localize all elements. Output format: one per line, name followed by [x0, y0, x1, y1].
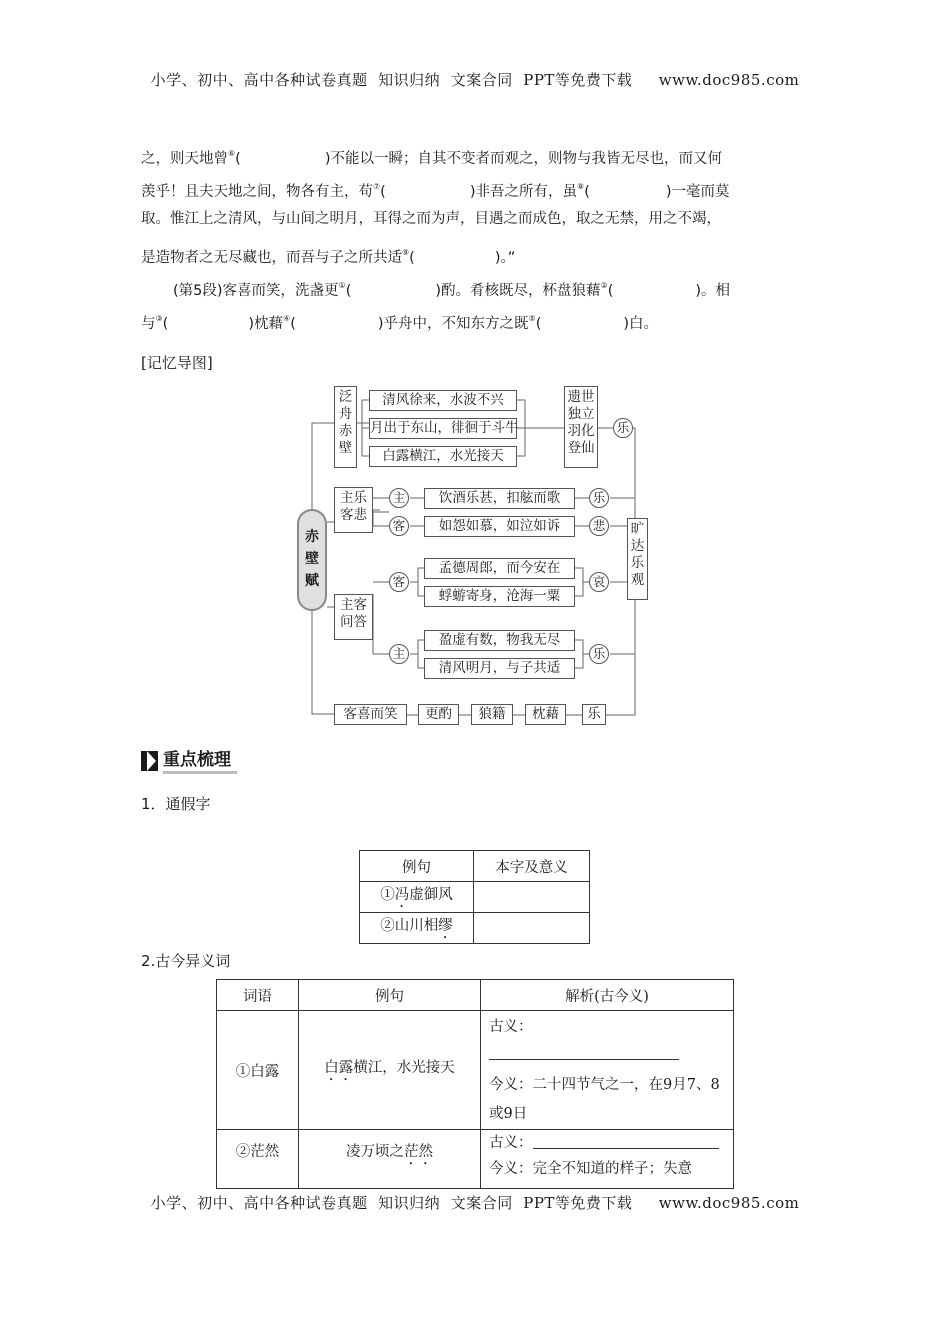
- passage-line-2: [141, 170, 809, 203]
- emphasized-char: 露: [338, 1060, 354, 1076]
- table-header-row: [217, 980, 734, 1011]
- center-node: [297, 509, 327, 611]
- text: 凌万顷之: [346, 1144, 404, 1160]
- answer-cell[interactable]: [474, 913, 590, 944]
- page-footer: 小学、初中、高中各种试卷真题 知识归纳 文案合同 PPT等免费下载 www.doc985.com: [150, 1194, 800, 1212]
- emphasized-char: 茫: [404, 1144, 419, 1160]
- column-header: 例句: [299, 980, 481, 1011]
- node-ke-2: 客: [389, 572, 409, 592]
- passage-line-6: [141, 302, 809, 335]
- text: ②山川相: [380, 918, 439, 934]
- node-le-3: 乐: [589, 644, 609, 664]
- ancient-meaning-label: 古义：: [489, 1019, 533, 1035]
- modern-meaning: 今义：二十四节气之一，在9月7、8或9日: [489, 1077, 720, 1122]
- node-yishi: [564, 386, 598, 468]
- answer-line[interactable]: [533, 1134, 719, 1149]
- chain-3: 狼籍: [471, 704, 513, 725]
- column-header: 解析(古今义): [481, 980, 734, 1011]
- passage-line-4: [141, 236, 809, 269]
- modern-meaning: 今义：完全不知道的样子；失意: [489, 1161, 692, 1177]
- center-text: 赤壁赋: [305, 529, 319, 589]
- text: )一毫而莫: [665, 184, 730, 200]
- text: (: [380, 184, 386, 200]
- page-header: 小学、初中、高中各种试卷真题 知识归纳 文案合同 PPT等免费下载 www.doc985.com: [150, 71, 800, 89]
- text: )。相: [695, 283, 731, 299]
- footnote-mark: ⑦: [373, 182, 381, 191]
- answer-cell[interactable]: [474, 882, 590, 913]
- section-marker-arrow-icon: [147, 751, 156, 771]
- node-text: 遗世独立羽化登仙: [567, 389, 595, 456]
- footnote-mark: ⑧: [577, 182, 585, 191]
- node-text: 泛舟赤壁: [338, 389, 353, 456]
- subsection-1-label: 1．通假字: [141, 795, 211, 813]
- footnote-mark: ⑨: [402, 248, 410, 257]
- ancient-meaning-label: 古义：: [489, 1135, 533, 1151]
- node-fz-3: 白露横江，水光接天: [369, 446, 517, 467]
- text: 与: [141, 316, 156, 332]
- node-zhu-1: 主: [389, 488, 409, 508]
- text: (: [162, 316, 169, 332]
- table-row: [217, 1130, 734, 1189]
- footnote-mark: ③: [155, 314, 163, 323]
- node-fz-2: 月出于东山，徘徊于斗牛: [369, 418, 517, 439]
- example-cell: [360, 882, 474, 913]
- node-zhu-2: 主: [389, 644, 409, 664]
- section-title: 重点梳理: [163, 749, 237, 774]
- chain-5: 乐: [582, 704, 606, 725]
- footnote-mark: ⑤: [528, 314, 536, 323]
- text: )白。: [623, 316, 659, 332]
- text: )酌。肴核既尽，杯盘狼藉: [435, 283, 601, 299]
- footnote-mark: ④: [283, 314, 291, 323]
- node-wd-ke-1: 孟德周郎，而今安在: [424, 558, 575, 579]
- node-le-1: 乐: [613, 418, 633, 438]
- text: ①: [380, 887, 395, 903]
- gujin-yiyi-table: [216, 979, 734, 1189]
- node-wenda: [334, 594, 373, 640]
- text: 横江，水光接天: [353, 1060, 455, 1076]
- node-text: 旷达乐观: [630, 521, 645, 588]
- column-header: 词语: [217, 980, 299, 1011]
- table-row: [360, 882, 590, 913]
- example-cell: [299, 1130, 481, 1189]
- text: 羡乎！且夫天地之间，物各有主，苟: [141, 184, 373, 200]
- emphasized-char: 白: [324, 1060, 339, 1076]
- node-le-2: 乐: [589, 488, 609, 508]
- text: (: [607, 283, 614, 299]
- node-fz-1: 清风徐来，水波不兴: [369, 390, 517, 411]
- example-cell: [360, 913, 474, 944]
- node-kuangda: [627, 518, 648, 600]
- node-text: 主乐客悲: [340, 490, 367, 523]
- emphasized-char: 冯: [394, 887, 410, 903]
- word-cell: ①白露: [217, 1011, 299, 1130]
- passage-line-5: [141, 269, 809, 302]
- tongjiazi-table: [359, 850, 590, 944]
- text: )枕藉: [248, 316, 284, 332]
- table-header-row: [360, 851, 590, 882]
- footnote-mark: ②: [600, 281, 608, 290]
- chain-4: 枕藉: [525, 704, 566, 725]
- emphasized-char: 缪: [438, 918, 453, 934]
- node-bei: 悲: [589, 516, 609, 536]
- node-wd-ke-2: 蜉蝣寄身，沧海一粟: [424, 586, 575, 607]
- gloss-cell: [481, 1130, 734, 1189]
- text: (第5段)客喜而笑，洗盏更: [173, 283, 339, 299]
- node-fanzhou: [334, 386, 357, 468]
- chain-2: 更酌: [418, 704, 459, 725]
- text: (: [584, 184, 590, 200]
- mind-map: [296, 382, 646, 728]
- emphasized-char: 然: [418, 1144, 433, 1160]
- text: (: [345, 283, 352, 299]
- text: )非吾之所有，虽: [469, 184, 578, 200]
- chain-1: 客喜而笑: [334, 704, 407, 725]
- text: (: [290, 316, 296, 332]
- footnote-mark: ①: [338, 281, 346, 290]
- text: (: [535, 316, 542, 332]
- passage: [141, 137, 809, 335]
- memory-map-label: [记忆导图]: [141, 354, 213, 372]
- text: 虚御风: [409, 887, 453, 903]
- text: (: [235, 151, 241, 167]
- node-zl-1: 饮酒乐甚，扣舷而歌: [424, 488, 575, 509]
- word-cell: ②茫然: [217, 1130, 299, 1189]
- text: (: [409, 250, 415, 266]
- text: )乎舟中，不知东方之既: [377, 316, 529, 332]
- column-header: 例句: [360, 851, 474, 882]
- passage-line-3: 取。惟江上之清风，与山间之明月，耳得之而为声，目遇之而成色，取之无禁，用之不竭，: [141, 211, 721, 227]
- example-cell: [299, 1011, 481, 1130]
- text: 是造物者之无尽藏也，而吾与子之所共适: [141, 250, 402, 266]
- text: )不能以一瞬；自其不变者而观之，则物与我皆无尽也，而又何: [324, 151, 722, 167]
- column-header: 本字及意义: [474, 851, 590, 882]
- gloss-cell: [481, 1011, 734, 1130]
- node-zhule: [334, 487, 373, 533]
- node-ke-1: 客: [389, 516, 409, 536]
- node-wd-zhu-2: 清风明月，与子共适: [424, 658, 575, 679]
- node-ai: 哀: [589, 572, 609, 592]
- answer-line[interactable]: [489, 1045, 679, 1060]
- node-zl-2: 如怨如慕，如泣如诉: [424, 516, 575, 537]
- table-row: [217, 1011, 734, 1130]
- text: )。”: [494, 250, 516, 266]
- table-row: [360, 913, 590, 944]
- node-wd-zhu-1: 盈虚有数，物我无尽: [424, 630, 575, 651]
- passage-line-1: [141, 137, 809, 170]
- text: 之，则天地曾: [141, 151, 228, 167]
- node-text: 主客问答: [340, 597, 367, 630]
- subsection-2-label: 2.古今异义词: [141, 952, 231, 970]
- footnote-mark: ⑥: [228, 149, 236, 158]
